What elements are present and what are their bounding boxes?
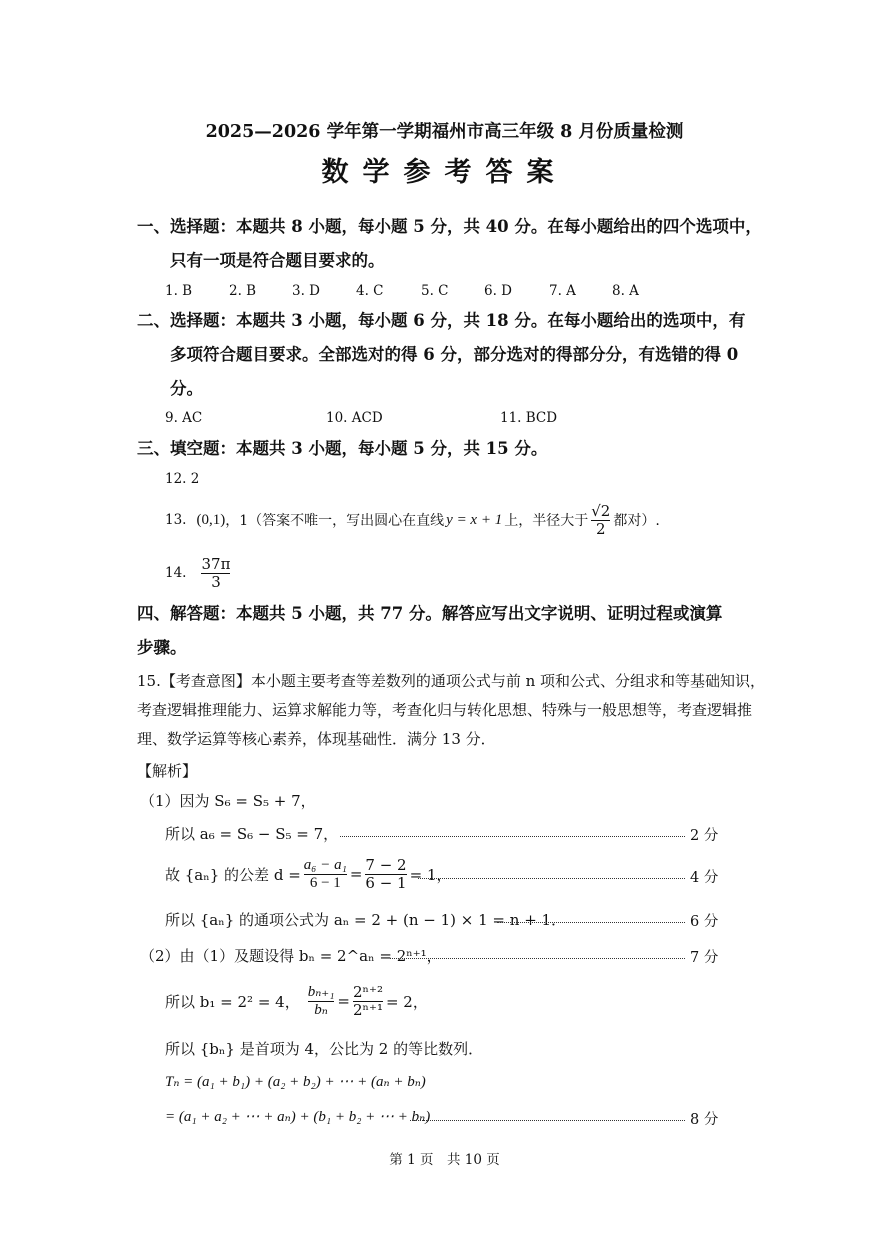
score-7: 7 分 <box>690 950 719 966</box>
exam-title: 2025—2026 学年第一学期福州市高三年级 8 月份质量检测 <box>205 122 684 142</box>
q15-intro-line1: 15.【考查意图】本小题主要考查等差数列的通项公式与前 n 项和公式、分组求和等基础知识， <box>137 672 766 690</box>
frac-denominator: 6 − 1 <box>365 873 407 892</box>
q15-step2: 所以 a₆ = S₆ − S₅ = 7， <box>165 825 339 843</box>
q15-step4: 所以 {aₙ} 的通项公式为 aₙ = 2 + (n − 1) × 1 = n + 1． <box>165 911 567 929</box>
section1-heading-line1: 一、选择题：本题共 8 小题，每小题 5 分，共 40 分。在每小题给出的四个选项中， <box>137 217 762 236</box>
mc-answer-7: 7. A <box>549 283 576 299</box>
score-4: 4 分 <box>690 870 719 886</box>
q14-fraction <box>201 556 230 591</box>
score-leader-dots <box>340 836 685 837</box>
multi-answer-9: 9. AC <box>165 410 203 426</box>
mc-answer-6: 6. D <box>484 283 512 299</box>
frac-numerator: 2ⁿ⁺² <box>353 982 383 1001</box>
frac-denominator: 6 − 1 <box>304 874 347 892</box>
mc-answer-8: 8. A <box>612 283 639 299</box>
q13-tail: 都对）. <box>613 513 660 529</box>
section4-heading-line2: 步骤。 <box>137 638 187 657</box>
equals-sign: = <box>349 865 363 883</box>
section1-heading-line2: 只有一项是符合题目要求的。 <box>170 251 385 270</box>
q13-number: 13. <box>165 512 187 528</box>
score-6: 6 分 <box>690 914 719 930</box>
score-leader-dots <box>410 1120 685 1121</box>
analysis-label: 【解析】 <box>137 762 198 780</box>
q15-intro-line3: 理、数学运算等核心素养，体现基础性．满分 13 分． <box>137 730 496 748</box>
score-leader-dots <box>418 878 685 879</box>
q15-ratio-value-fraction <box>353 984 383 1019</box>
q14-number: 14. <box>165 565 187 581</box>
q13-frac-numerator: √2 <box>591 501 611 520</box>
section2-heading-line1: 二、选择题：本题共 3 小题，每小题 6 分，共 18 分。在每小题给出的选项中，有 <box>137 311 746 330</box>
mc-answer-1: 1. B <box>165 283 193 299</box>
q15-ratio-fraction <box>308 984 335 1019</box>
score-leader-dots <box>390 958 685 959</box>
q13-point: (0,1) <box>196 511 226 528</box>
q15-step3-post: = 1， <box>409 865 452 884</box>
q15-difference-fraction <box>304 857 347 892</box>
mc-answer-3: 3. D <box>292 283 320 299</box>
q13-radius-fraction <box>591 503 610 538</box>
q15-step8: Tₙ = (a₁ + b₁) + (a₂ + b₂) + ⋯ + (aₙ + bₙ) <box>165 1074 426 1090</box>
fill-answer-12: 12. 2 <box>165 471 200 487</box>
q14-frac-denominator: 3 <box>201 573 230 591</box>
score-8: 8 分 <box>690 1112 719 1128</box>
frac-numerator: a₆ − a₁ <box>303 856 347 873</box>
answer-key-title: 数学参考答案 <box>321 157 568 188</box>
q13-text: ，1（答案不唯一，写出圆心在直线 <box>225 513 445 529</box>
frac-denominator: 2ⁿ⁺¹ <box>353 1000 383 1019</box>
q14-frac-numerator: 37π <box>201 554 231 573</box>
section2-heading-line3: 分。 <box>170 379 203 398</box>
frac-denominator: bₙ <box>308 1001 335 1019</box>
q15-step7: 所以 {bₙ} 是首项为 4，公比为 2 的等比数列． <box>165 1040 484 1058</box>
multi-answer-11: 11. BCD <box>500 410 558 426</box>
q13-text2: 上，半径大于 <box>504 513 589 529</box>
section4-heading-line1: 四、解答题：本题共 5 小题，共 77 分。解答应写出文字说明、证明过程或演算 <box>137 604 723 623</box>
q15-step6-post: = 2， <box>385 992 428 1011</box>
page-footer: 第 1 页 共 10 页 <box>389 1152 500 1168</box>
q15-step1: （1）因为 S₆ = S₅ + 7， <box>140 792 316 810</box>
score-leader-dots <box>497 922 685 923</box>
mc-answer-4: 4. C <box>356 283 384 299</box>
score-2: 2 分 <box>690 828 719 844</box>
q15-value-fraction <box>365 857 406 892</box>
q15-step6 <box>165 980 428 1022</box>
q15-intro-line2: 考查逻辑推理能力、运算求解能力等，考查化归与转化思想、特殊与一般思想等，考查逻辑推 <box>137 701 753 719</box>
section2-heading-line2: 多项符合题目要求。全部选对的得 6 分，部分选对的得部分分，有选错的得 0 <box>170 345 739 364</box>
mc-answer-5: 5. C <box>421 283 449 299</box>
q13-line-equation: y = x + 1 <box>446 511 503 528</box>
frac-numerator: bₙ₊₁ <box>307 983 335 1000</box>
frac-numerator: 7 − 2 <box>365 855 407 874</box>
q15-step3-pre: 故 {aₙ} 的公差 d = <box>165 865 301 884</box>
q15-step5: （2）由（1）及题设得 bₙ = 2^aₙ = 2ⁿ⁺¹， <box>140 947 442 965</box>
mc-answer-2: 2. B <box>229 283 257 299</box>
multi-answer-10: 10. ACD <box>326 410 383 426</box>
q15-step3 <box>165 854 452 894</box>
q15-step9: = (a₁ + a₂ + ⋯ + aₙ) + (b₁ + b₂ + ⋯ + bₙ) <box>165 1109 431 1125</box>
fill-answer-13 <box>165 500 660 540</box>
section3-heading: 三、填空题：本题共 3 小题，每小题 5 分，共 15 分。 <box>137 439 548 458</box>
q15-step6-pre: 所以 b₁ = 2² = 4， <box>165 992 300 1011</box>
q13-frac-denominator: 2 <box>591 520 610 538</box>
fill-answer-14 <box>165 553 233 593</box>
equals-sign: = <box>337 992 350 1010</box>
